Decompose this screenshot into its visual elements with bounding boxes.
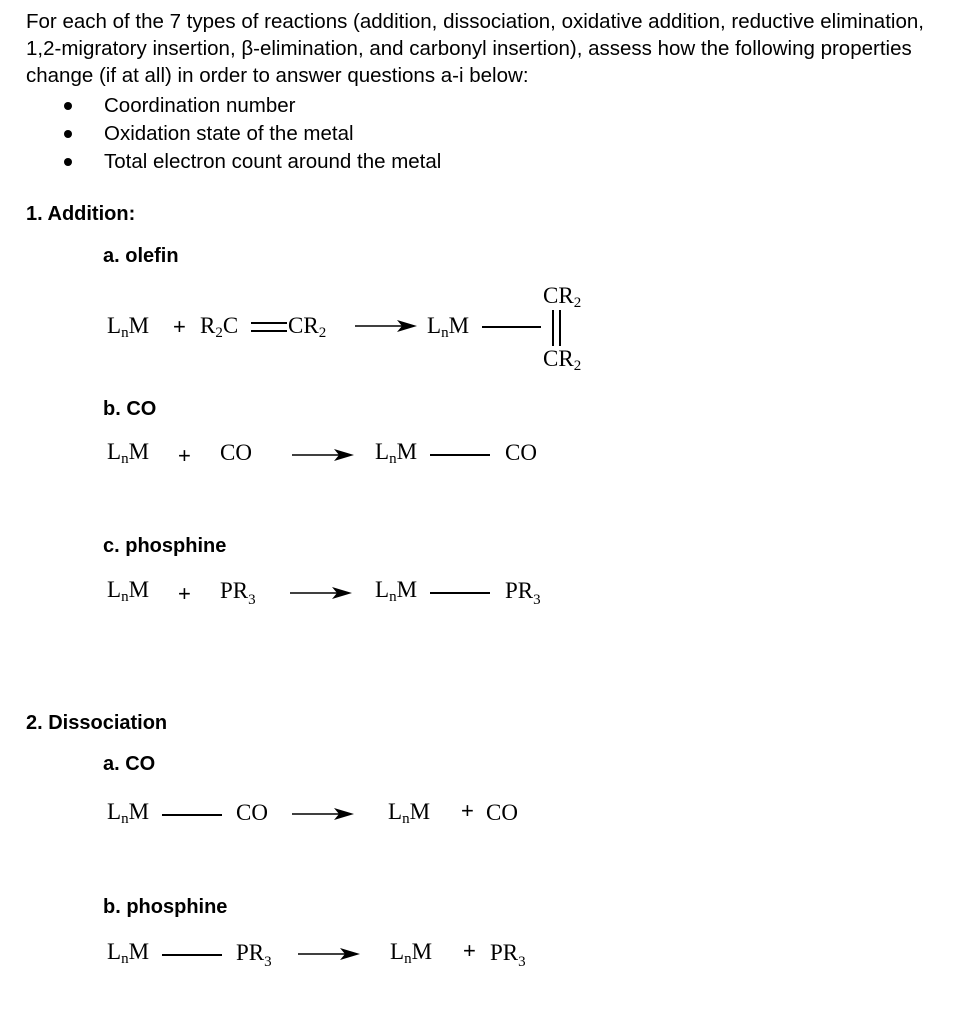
plus-sign: + <box>461 798 474 823</box>
product-ligand-co: CO <box>486 800 518 825</box>
list-item: Total electron count around the metal <box>40 148 441 176</box>
reaction-arrow <box>290 586 352 600</box>
metal-ligand-bond <box>430 454 490 456</box>
product-ligand-phosphine: $PR_3$ <box>490 940 526 970</box>
product-ligand-phosphine: $PR_3$ <box>505 578 541 608</box>
double-bond-line <box>251 330 287 332</box>
metal-ligand-bond <box>162 954 222 956</box>
product-metal-complex: LnM <box>375 577 418 605</box>
list-item: Oxidation state of the metal <box>40 120 441 148</box>
plus-sign: + <box>173 314 186 339</box>
product-ligand-co: CO <box>505 440 537 465</box>
olefin-right-carbon: CR2 <box>288 313 327 341</box>
reaction-arrow <box>298 947 360 961</box>
bullet-icon <box>64 130 72 138</box>
reactant-ligand-co: CO <box>236 800 268 825</box>
section-title-addition: 1. Addition: <box>26 203 136 225</box>
reactant-ligand-phosphine: $PR_3$ <box>220 578 256 608</box>
property-list <box>40 92 441 176</box>
subsection-phosphine: b. phosphine <box>103 896 228 918</box>
double-bond-line <box>552 310 554 346</box>
product-metal-complex: LnM <box>375 439 418 467</box>
metal-ligand-bond <box>430 592 490 594</box>
reaction-arrow <box>355 319 417 333</box>
reactant-ligand-co: CO <box>220 440 252 465</box>
olefin-left-carbon: R2C <box>200 313 239 341</box>
product-bottom-carbon: CR2 <box>543 346 582 374</box>
list-item: Coordination number <box>40 92 441 120</box>
reaction-arrow <box>292 807 354 821</box>
reaction-arrow <box>292 448 354 462</box>
reactant-ligand-phosphine: $PR_3$ <box>236 940 272 970</box>
reactant-metal-complex: LnM <box>107 939 150 967</box>
product-top-carbon: CR2 <box>543 283 582 311</box>
product-metal-complex: LnM <box>427 313 470 341</box>
metal-olefin-bond <box>482 326 541 328</box>
product-metal-complex: LnM <box>390 939 433 967</box>
subsection-co: b. CO <box>103 398 157 420</box>
subsection-olefin: a. olefin <box>103 245 179 267</box>
plus-sign: + <box>463 938 476 963</box>
subsection-co: a. CO <box>103 753 156 775</box>
reactant-metal-complex: LnM <box>107 799 150 827</box>
bullet-icon <box>64 102 72 110</box>
plus-sign: + <box>178 443 191 468</box>
reactant-metal-complex: LnM <box>107 313 150 341</box>
metal-ligand-bond <box>162 814 222 816</box>
reactant-metal-complex: LnM <box>107 439 150 467</box>
intro-text: For each of the 7 types of reactions (addition, dissociation, oxidative addition, reductive elimination, 1,2-migratory insertion, β-elimination, and carbonyl insertion), assess how the following properties change (if at all) in order to answer questions a-i below: <box>26 10 924 87</box>
product-metal-complex: LnM <box>388 799 431 827</box>
plus-sign: + <box>178 581 191 606</box>
subsection-phosphine: c. phosphine <box>103 535 227 557</box>
reactant-metal-complex: LnM <box>107 577 150 605</box>
double-bond-line <box>251 322 287 324</box>
bullet-icon <box>64 158 72 166</box>
double-bond-line <box>559 310 561 346</box>
section-title-dissociation: 2. Dissociation <box>26 712 168 734</box>
